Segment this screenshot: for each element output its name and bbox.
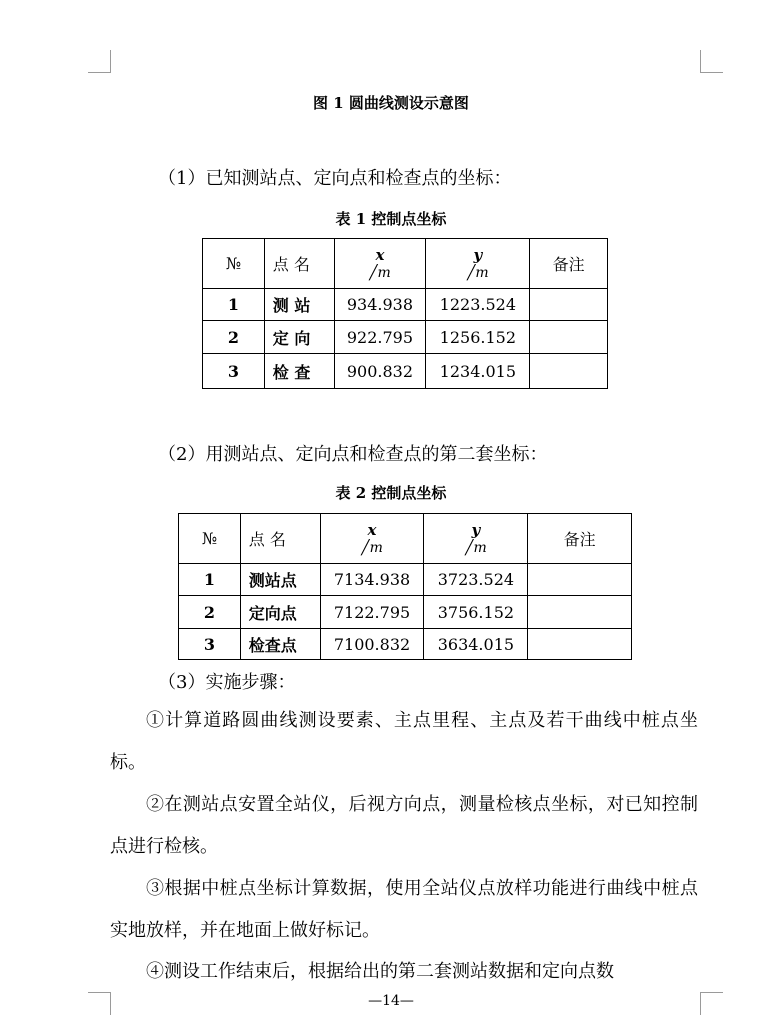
cell-y: 3723.524 [424,564,528,596]
header-name: 点 名 [264,239,334,289]
header-no: № [179,514,241,564]
cell-x: 7122.795 [320,596,424,629]
step-4: ④测设工作结束后，根据给出的第二套测站数据和定向点数 [146,961,614,982]
header-y [426,239,530,289]
x-unit-label: ╱m [361,539,383,556]
cell-y: 1256.152 [426,321,530,354]
crop-mark-top-left [88,50,111,73]
y-axis-label: y [471,520,481,539]
cell-x: 934.938 [334,289,426,321]
cell-x: 7100.832 [320,629,424,660]
cell-x: 7134.938 [320,564,424,596]
table-row [179,564,632,596]
cell-no: 3 [203,354,265,389]
cell-note [530,354,608,389]
header-note: 备注 [530,239,608,289]
header-y [424,514,528,564]
y-axis-label: y [473,245,483,264]
cell-name: 测站点 [240,564,320,596]
cell-name: 定向点 [240,596,320,629]
table-row [203,321,608,354]
x-unit-label: ╱m [369,264,391,281]
page-number: —14— [368,993,414,1009]
cell-name: 检 查 [264,354,334,389]
cell-y: 3634.015 [424,629,528,660]
table-row [179,596,632,629]
header-name: 点 名 [240,514,320,564]
header-no: № [203,239,265,289]
cell-x: 900.832 [334,354,426,389]
section-heading-2: （2）用测站点、定向点和检查点的第二套坐标： [158,444,548,465]
cell-no: 3 [179,629,241,660]
step-3: ③根据中桩点坐标计算数据，使用全站仪点放样功能进行曲线中桩点实地放样，并在地面上做好标记。 [110,878,698,941]
table-1-caption: 表 1 控制点坐标 [335,210,447,228]
cell-no: 1 [179,564,241,596]
cell-name: 测 站 [264,289,334,321]
section-heading-1: （1）已知测站点、定向点和检查点的坐标： [158,168,512,189]
table-2 [178,513,632,660]
table-2-header-row [179,514,632,564]
figure-caption: 图 1 圆曲线测设示意图 [313,94,469,112]
cell-no: 1 [203,289,265,321]
table-row [203,289,608,321]
table-row [203,354,608,389]
cell-note [528,596,632,629]
cell-x: 922.795 [334,321,426,354]
cell-note [530,321,608,354]
header-x [334,239,426,289]
table-1 [202,238,608,389]
y-unit-label: ╱m [466,264,489,281]
step-1: ①计算道路圆曲线测设要素、主点里程、主点及若干曲线中桩点坐标。 [110,710,698,773]
section-heading-3: （3）实施步骤： [158,672,296,693]
header-note: 备注 [528,514,632,564]
cell-y: 1234.015 [426,354,530,389]
cell-name: 定 向 [264,321,334,354]
x-axis-label: x [375,245,385,264]
cell-no: 2 [203,321,265,354]
cell-name: 检查点 [240,629,320,660]
cell-note [528,564,632,596]
header-x [320,514,424,564]
cell-note [530,289,608,321]
table-row [179,629,632,660]
y-unit-label: ╱m [465,539,487,556]
cell-note [528,629,632,660]
step-2: ②在测站点安置全站仪，后视方向点，测量检核点坐标，对已知控制点进行检核。 [110,794,698,857]
crop-mark-top-right [700,50,723,73]
x-axis-label: x [367,520,377,539]
table-2-caption: 表 2 控制点坐标 [335,484,447,502]
table-1-header-row [203,239,608,289]
cell-y: 3756.152 [424,596,528,629]
cell-no: 2 [179,596,241,629]
cell-y: 1223.524 [426,289,530,321]
